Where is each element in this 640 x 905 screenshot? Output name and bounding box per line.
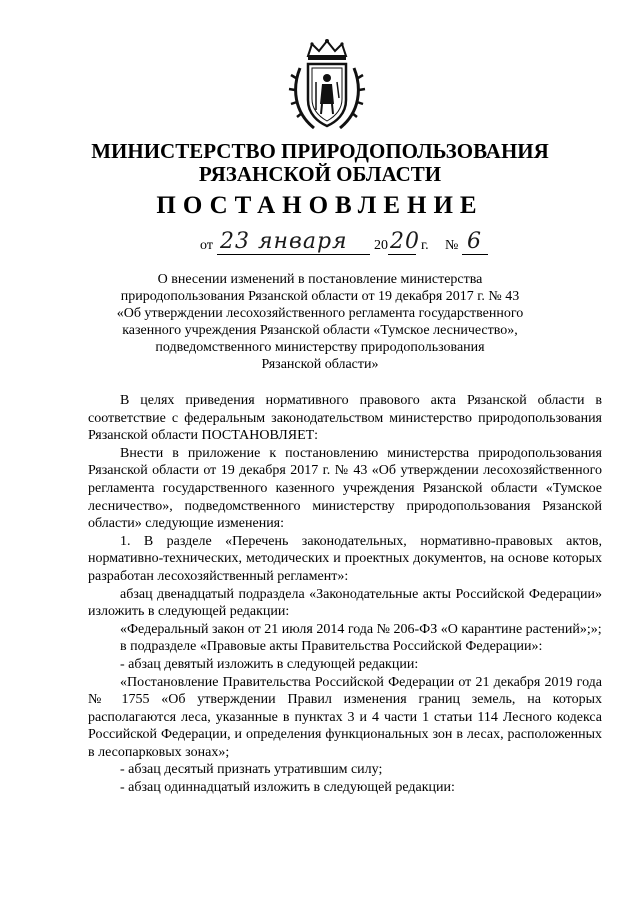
date-year-handwritten: 20	[390, 229, 420, 254]
body-paragraph: 1. В разделе «Перечень законодательных, нормативно-правовых актов, нормативно-технических, методических и проектных документов, на основе которых разработан лесохозяйственный регламент»:	[88, 533, 602, 584]
ministry-title	[0, 140, 640, 186]
body-paragraph: - абзац десятый признать утратившим силу;	[120, 762, 383, 778]
body-paragraph: «Федеральный закон от 21 июля 2014 года № 206-ФЗ «О карантине растений»;»;	[120, 621, 602, 637]
body-paragraph: В целях приведения нормативного правового акта Рязанской области в соответствие с федеральным законодательством министерство природопользования Рязанской области ПОСТАНОВЛЯЕТ:	[88, 393, 602, 444]
date-underline	[217, 254, 370, 255]
document-type-heading: ПОСТАНОВЛЕНИЕ	[156, 192, 484, 219]
subject-line: казенного учреждения Рязанской области «Тумское лесничество»,	[122, 323, 518, 338]
ministry-title-line1: МИНИСТЕРСТВО ПРИРОДОПОЛЬЗОВАНИЯ	[91, 139, 549, 163]
number-sign: №	[445, 238, 459, 253]
body-paragraph: - абзац одиннадцатый изложить в следующей редакции:	[120, 780, 455, 796]
subject-line: «Об утверждении лесохозяйственного регламента государственного	[116, 306, 524, 321]
subject-line: Рязанской области»	[261, 357, 379, 372]
date-line	[200, 230, 520, 256]
subject-line: природопользования Рязанской области от 19 декабря 2017 г. № 43	[120, 289, 520, 304]
date-prefix: от	[200, 238, 213, 253]
subject-line: подведомственного министерству природопользования	[155, 340, 485, 355]
date-day-month-handwritten: 23 января	[220, 229, 348, 254]
number-underline	[462, 254, 488, 255]
date-year-unit: г.	[421, 238, 429, 253]
body-paragraph: - абзац девятый изложить в следующей редакции:	[120, 656, 419, 672]
body-paragraph: Внести в приложение к постановлению министерства природопользования Рязанской области от 19 декабря 2017 г. № 43 «Об утверждении лесохозяйственного регламента государственного казенного учреждения Рязанской области «Тумское лесничество», подведомственного министерству природопользования Рязанской области» следующие изменения:	[88, 445, 602, 532]
body-paragraph: в подразделе «Правовые акты Правительства Российской Федерации»:	[120, 639, 543, 655]
body-paragraph: абзац двенадцатый подраздела «Законодательные акты Российской Федерации» изложить в следующей редакции:	[88, 586, 602, 620]
document-number-handwritten: 6	[467, 229, 482, 254]
document-body	[88, 392, 602, 797]
document-subject	[100, 271, 540, 373]
subject-line: О внесении изменений в постановление министерства	[157, 272, 483, 287]
date-year-prefix: 20	[374, 238, 388, 253]
body-paragraph: «Постановление Правительства Российской Федерации от 21 декабря 2019 года № 1755 «Об утверждении Правил изменения границ земель, на которых располагаются леса, указанные в пунктах 3 и 4 части 1 статьи 114 Лесного кодекса Российской Федерации, и определения функциональных зон в лесах, расположенных в лесопарковых зонах»;	[88, 674, 602, 760]
ministry-title-line2: РЯЗАНСКОЙ ОБЛАСТИ	[198, 162, 442, 186]
year-underline	[388, 254, 416, 255]
coat-of-arms-emblem	[286, 38, 368, 134]
